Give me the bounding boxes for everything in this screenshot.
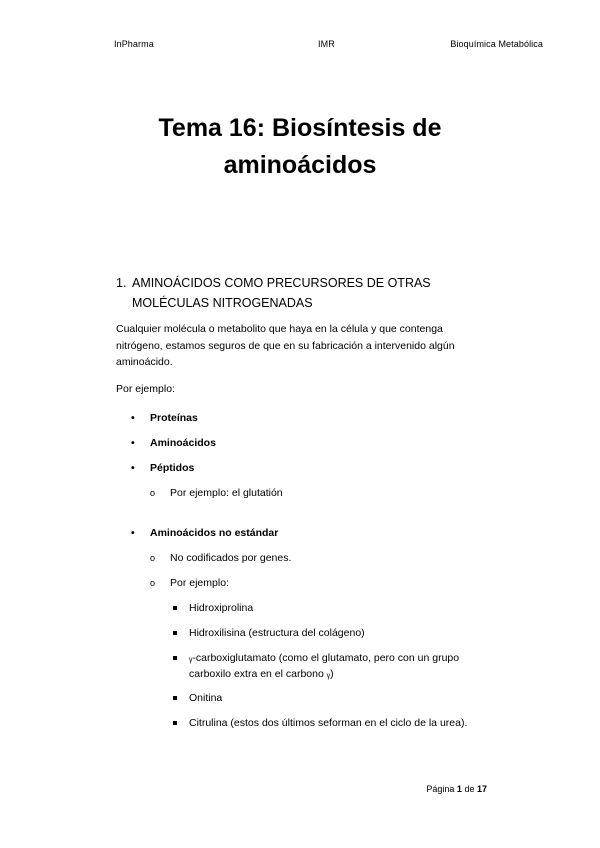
list-item [189,690,489,706]
list-item-label: Hidroxilisina (estructura del colágeno) [189,627,365,639]
list-item-label: Proteínas [150,412,198,424]
circle-bullet-icon: o [150,578,156,588]
list-item [131,435,216,451]
section-heading-line-2: MOLÉCULAS NITROGENADAS [132,296,313,310]
list-item-label: Hidroxiprolina [189,602,254,614]
list-item-label: Aminoácidos [150,437,216,449]
square-bullet-icon [173,721,177,725]
page-number [426,784,487,794]
list-item-label-line-2: carboxilo extra en el carbono ᵧ) [189,668,334,680]
bullet-icon: • [131,412,135,424]
list-item-label: Aminoácidos no estándar [150,527,279,539]
example-paragraph: Por ejemplo: [116,383,175,395]
list-item [131,460,195,476]
section-number: 1. [116,276,127,290]
list-item [189,625,489,641]
circle-bullet-icon: o [150,553,156,563]
bullet-icon: • [131,527,135,539]
list-item [189,600,489,616]
page-number-current: 1 [456,784,462,794]
square-bullet-icon [173,631,177,635]
list-item-label: Onitina [189,692,223,704]
bullet-icon: • [131,462,135,474]
list-item-label: Por ejemplo: el glutatión [170,487,283,499]
square-bullet-icon [173,606,177,610]
section-heading-line-1: AMINOÁCIDOS COMO PRECURSORES DE OTRAS [132,276,431,290]
circle-bullet-icon: o [150,488,156,498]
page-number-prefix: Página [426,784,455,794]
list-item [189,650,489,682]
list-item [150,550,292,566]
title-line-2: aminoácidos [223,151,377,179]
header-center: IMR [318,39,335,49]
list-item-label-line-1: ᵧ-carboxiglutamato (como el glutamato, pero con un grupo [189,652,460,664]
list-item [131,410,198,426]
square-bullet-icon [173,696,177,700]
list-item-label: No codificados por genes. [170,552,292,564]
intro-paragraph: Cualquier molécula o metabolito que haya en la célula y que contenga nitrógeno, estamos seguros de que en su fabricación a intervenido algún aminoácido. [116,323,455,368]
square-bullet-icon [173,656,177,660]
header-left: InPharma [114,39,154,49]
bullet-icon: • [131,437,135,449]
page-number-total: 17 [476,784,487,794]
page-number-of: de [464,784,475,794]
list-item [150,575,229,591]
list-item-label: Citrulina (estos dos últimos seforman en el ciclo de la urea). [189,717,468,729]
list-item [189,715,489,731]
header-right: Bioquímica Metabólica [450,39,543,49]
list-item-label: Por ejemplo: [170,577,229,589]
list-item [131,525,279,541]
title-line-1: Tema 16: Biosíntesis de [158,114,442,142]
page-title [100,110,500,184]
list-item [150,485,283,501]
section-heading [116,273,516,313]
list-item-label: Péptidos [150,462,195,474]
